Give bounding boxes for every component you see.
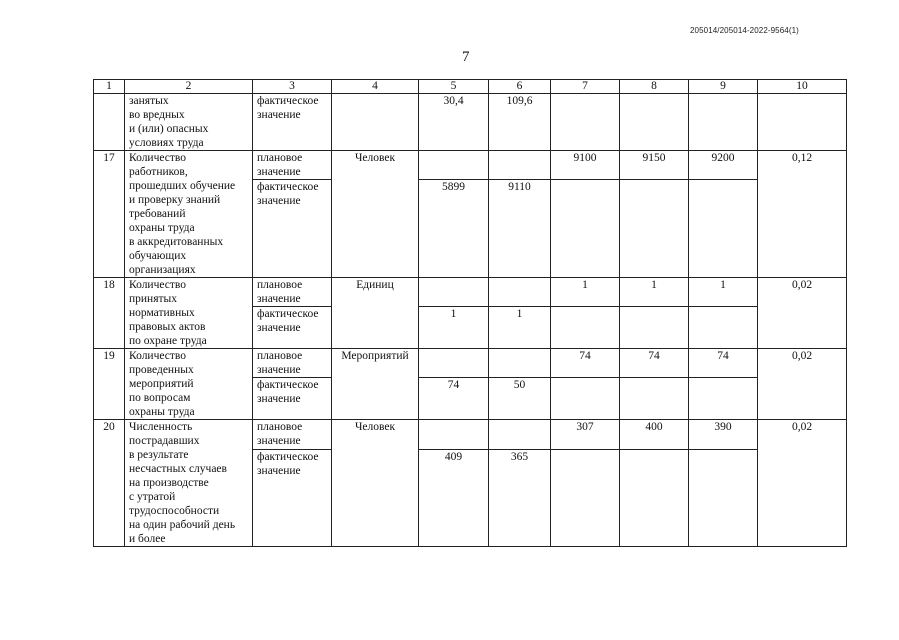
value-cell: 74 — [551, 349, 620, 378]
indicator-name: Численность пострадавших в результате несчастных случаев на производстве с утратой трудоспособности на один рабочий день и более — [125, 420, 253, 547]
weight-cell — [758, 94, 847, 151]
value-cell — [489, 151, 551, 180]
column-number: 9 — [689, 80, 758, 94]
table-row — [94, 278, 847, 307]
value-cell — [551, 307, 620, 349]
value-cell — [689, 378, 758, 420]
value-cell: 30,4 — [419, 94, 489, 151]
value-cell: 74 — [419, 378, 489, 420]
column-number: 7 — [551, 80, 620, 94]
indicator-name: Количество работников, прошедших обучение и проверку знаний требований охраны труда в аккредитованных обучающих организациях — [125, 151, 253, 278]
value-cell — [551, 378, 620, 420]
value-cell — [419, 420, 489, 450]
indicators-table — [93, 79, 847, 547]
column-number: 10 — [758, 80, 847, 94]
indicator-name: занятых во вредных и (или) опасных условиях труда — [125, 94, 253, 151]
unit-cell: Человек — [332, 151, 419, 278]
value-cell — [620, 180, 689, 278]
value-cell: 1 — [419, 307, 489, 349]
row-number-cell — [94, 94, 125, 151]
value-cell — [620, 94, 689, 151]
column-number: 6 — [489, 80, 551, 94]
weight-cell: 0,12 — [758, 151, 847, 278]
value-cell — [689, 94, 758, 151]
column-number: 2 — [125, 80, 253, 94]
value-cell: 409 — [419, 449, 489, 546]
value-cell — [689, 449, 758, 546]
value-cell — [620, 307, 689, 349]
value-cell: 74 — [620, 349, 689, 378]
column-number: 5 — [419, 80, 489, 94]
value-cell: 1 — [620, 278, 689, 307]
document-id: 205014/205014-2022-9564(1) — [690, 26, 799, 35]
column-number: 8 — [620, 80, 689, 94]
value-cell: 9110 — [489, 180, 551, 278]
value-cell — [551, 449, 620, 546]
indicator-name: Количество принятых нормативных правовых актов по охране труда — [125, 278, 253, 349]
value-type: плановое значение — [253, 278, 332, 307]
unit-cell: Единиц — [332, 278, 419, 349]
value-type: фактическое значение — [253, 307, 332, 349]
value-cell: 1 — [489, 307, 551, 349]
table-row — [94, 94, 847, 151]
column-number: 4 — [332, 80, 419, 94]
column-number-row — [94, 80, 847, 94]
value-cell — [689, 180, 758, 278]
value-cell: 400 — [620, 420, 689, 450]
value-cell: 1 — [689, 278, 758, 307]
value-cell — [620, 449, 689, 546]
value-cell — [419, 151, 489, 180]
row-number: 20 — [94, 420, 125, 547]
row-number: 18 — [94, 278, 125, 349]
unit-cell — [332, 94, 419, 151]
value-cell — [419, 349, 489, 378]
value-type: плановое значение — [253, 420, 332, 450]
indicator-name: Количество проведенных мероприятий по вопросам охраны труда — [125, 349, 253, 420]
page-number: 7 — [462, 49, 470, 65]
value-cell: 390 — [689, 420, 758, 450]
value-cell — [419, 278, 489, 307]
value-cell — [620, 378, 689, 420]
weight-cell: 0,02 — [758, 420, 847, 547]
weight-cell: 0,02 — [758, 278, 847, 349]
unit-cell: Человек — [332, 420, 419, 547]
table-row — [94, 420, 847, 450]
value-cell — [489, 349, 551, 378]
table-row — [94, 151, 847, 180]
value-cell: 9200 — [689, 151, 758, 180]
value-cell: 50 — [489, 378, 551, 420]
column-number: 1 — [94, 80, 125, 94]
value-cell: 365 — [489, 449, 551, 546]
table-row — [94, 349, 847, 378]
value-cell — [551, 94, 620, 151]
value-cell: 9150 — [620, 151, 689, 180]
unit-cell: Мероприятий — [332, 349, 419, 420]
value-type: плановое значение — [253, 151, 332, 180]
weight-cell: 0,02 — [758, 349, 847, 420]
column-number: 3 — [253, 80, 332, 94]
value-cell: 1 — [551, 278, 620, 307]
value-cell: 9100 — [551, 151, 620, 180]
value-type: фактическое значение — [253, 180, 332, 278]
value-cell — [489, 420, 551, 450]
value-cell — [689, 307, 758, 349]
value-type: фактическое значение — [253, 378, 332, 420]
value-type: фактическое значение — [253, 94, 332, 151]
value-type: плановое значение — [253, 349, 332, 378]
value-cell — [489, 278, 551, 307]
value-cell: 109,6 — [489, 94, 551, 151]
value-cell: 5899 — [419, 180, 489, 278]
value-cell — [551, 180, 620, 278]
value-type: фактическое значение — [253, 449, 332, 546]
row-number: 19 — [94, 349, 125, 420]
row-number: 17 — [94, 151, 125, 278]
value-cell: 307 — [551, 420, 620, 450]
value-cell: 74 — [689, 349, 758, 378]
